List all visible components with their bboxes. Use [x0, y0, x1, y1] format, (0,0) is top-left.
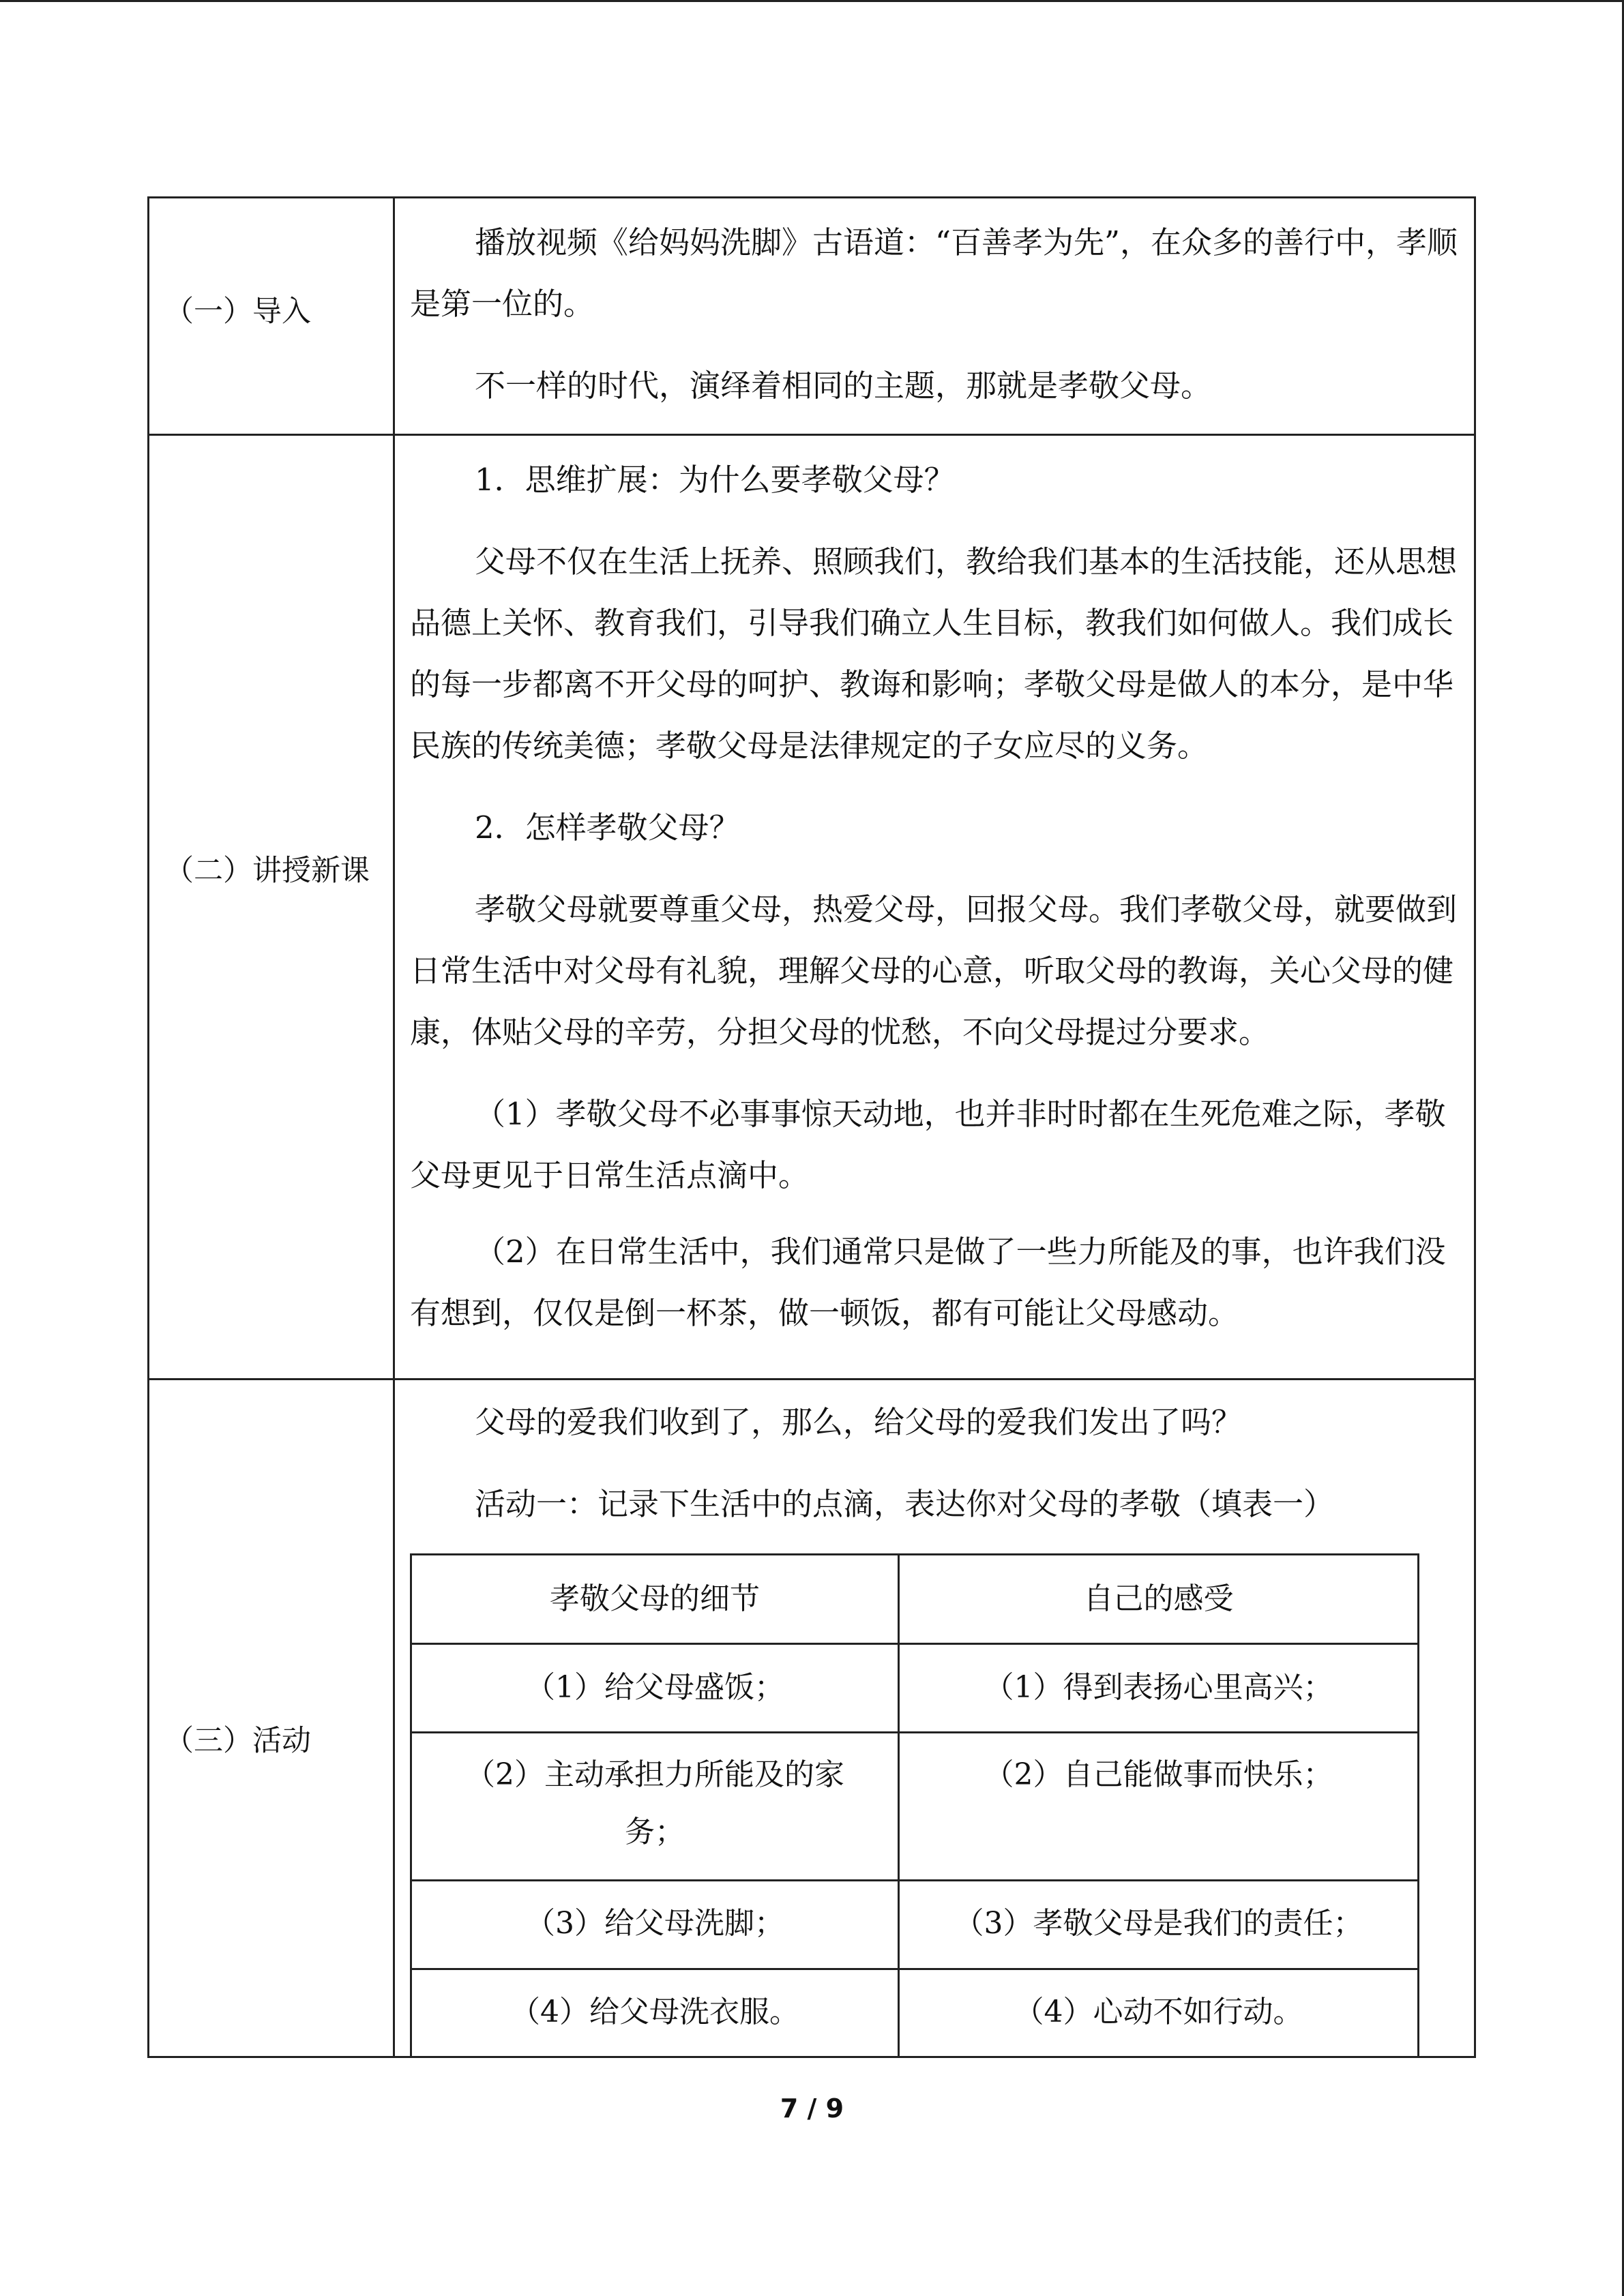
activity-row-divider	[412, 1731, 1417, 1733]
section-label-new-lesson: （二）讲授新课	[164, 854, 370, 888]
activity-row-divider	[412, 1643, 1417, 1645]
table-cell: （1）得到表扬心里高兴；	[984, 1670, 1333, 1705]
section-label-activity: （三）活动	[164, 1724, 311, 1758]
paragraph: 父母的爱我们收到了，那么，给父母的爱我们发出了吗？	[475, 1404, 1243, 1440]
activity-row-divider	[412, 1879, 1417, 1881]
activity-row-divider	[412, 1968, 1417, 1970]
paragraph: 父母不仅在生活上抚养、照顾我们，教给我们基本的生活技能，还从思想品德上关怀、教育我们，引导我们确立人生目标，教我们如何做人。我们成长的每一步都离不开父母的呵护、教诲和影响；孝敬父母是做人的本分，是中华民族的传统美德；孝敬父母是法律规定的子女应尽的义务。	[410, 543, 1458, 764]
paragraph: 不一样的时代，演绎着相同的主题，那就是孝敬父母。	[475, 368, 1212, 404]
table-cell: （4）心动不如行动。	[1014, 1995, 1303, 2029]
section-content-intro	[410, 212, 1460, 437]
table-cell: （4）给父母洗衣服。	[510, 1995, 799, 2029]
paragraph: 活动一：记录下生活中的点滴，表达你对父母的孝敬（填表一）	[475, 1486, 1335, 1522]
page-number: 7 / 9	[780, 2093, 844, 2123]
column-divider	[393, 198, 395, 2056]
section-label-intro: （一）导入	[164, 295, 311, 329]
paragraph: （2）在日常生活中，我们通常只是做了一些力所能及的事，也许我们没有想到，仅仅是倒一杯茶，做一顿饭，都有可能让父母感动。	[410, 1234, 1446, 1331]
table-cell: （1）给父母盛饭；	[525, 1670, 784, 1705]
table-header: 自己的感受	[1083, 1581, 1234, 1616]
row-divider-2	[149, 1378, 1474, 1380]
table-header: 孝敬父母的细节	[550, 1581, 760, 1616]
lesson-table	[147, 196, 1476, 2058]
paragraph: （1）孝敬父母不必事事惊天动地，也并非时时都在生死危难之际，孝敬父母更见于日常生活点滴中。	[410, 1096, 1446, 1193]
section-content-activity	[410, 1392, 1460, 1555]
table-cell: （2）主动承担力所能及的家务；	[465, 1757, 844, 1849]
paragraph: 孝敬父母就要尊重父母，热爱父母，回报父母。我们孝敬父母，就要做到日常生活中对父母有礼貌，理解父母的心意，听取父母的教诲，关心父母的健康，体贴父母的辛劳，分担父母的忧愁，不向父母提过分要求。	[410, 891, 1458, 1050]
table-cell: （3）给父母洗脚；	[525, 1906, 784, 1941]
activity-table	[410, 1553, 1419, 2058]
paragraph: 2．怎样孝敬父母？	[475, 809, 740, 846]
table-cell: （2）自己能做事而快乐；	[984, 1757, 1333, 1792]
activity-column-divider	[898, 1555, 900, 2056]
paragraph: 播放视频《给妈妈洗脚》古语道：“百善孝为先”，在众多的善行中，孝顺是第一位的。	[410, 224, 1458, 322]
table-cell: （3）孝敬父母是我们的责任；	[954, 1906, 1363, 1941]
paragraph: 1．思维扩展：为什么要孝敬父母？	[475, 462, 955, 498]
section-content-new-lesson	[410, 449, 1460, 1359]
page-top-edge	[0, 0, 1624, 2]
